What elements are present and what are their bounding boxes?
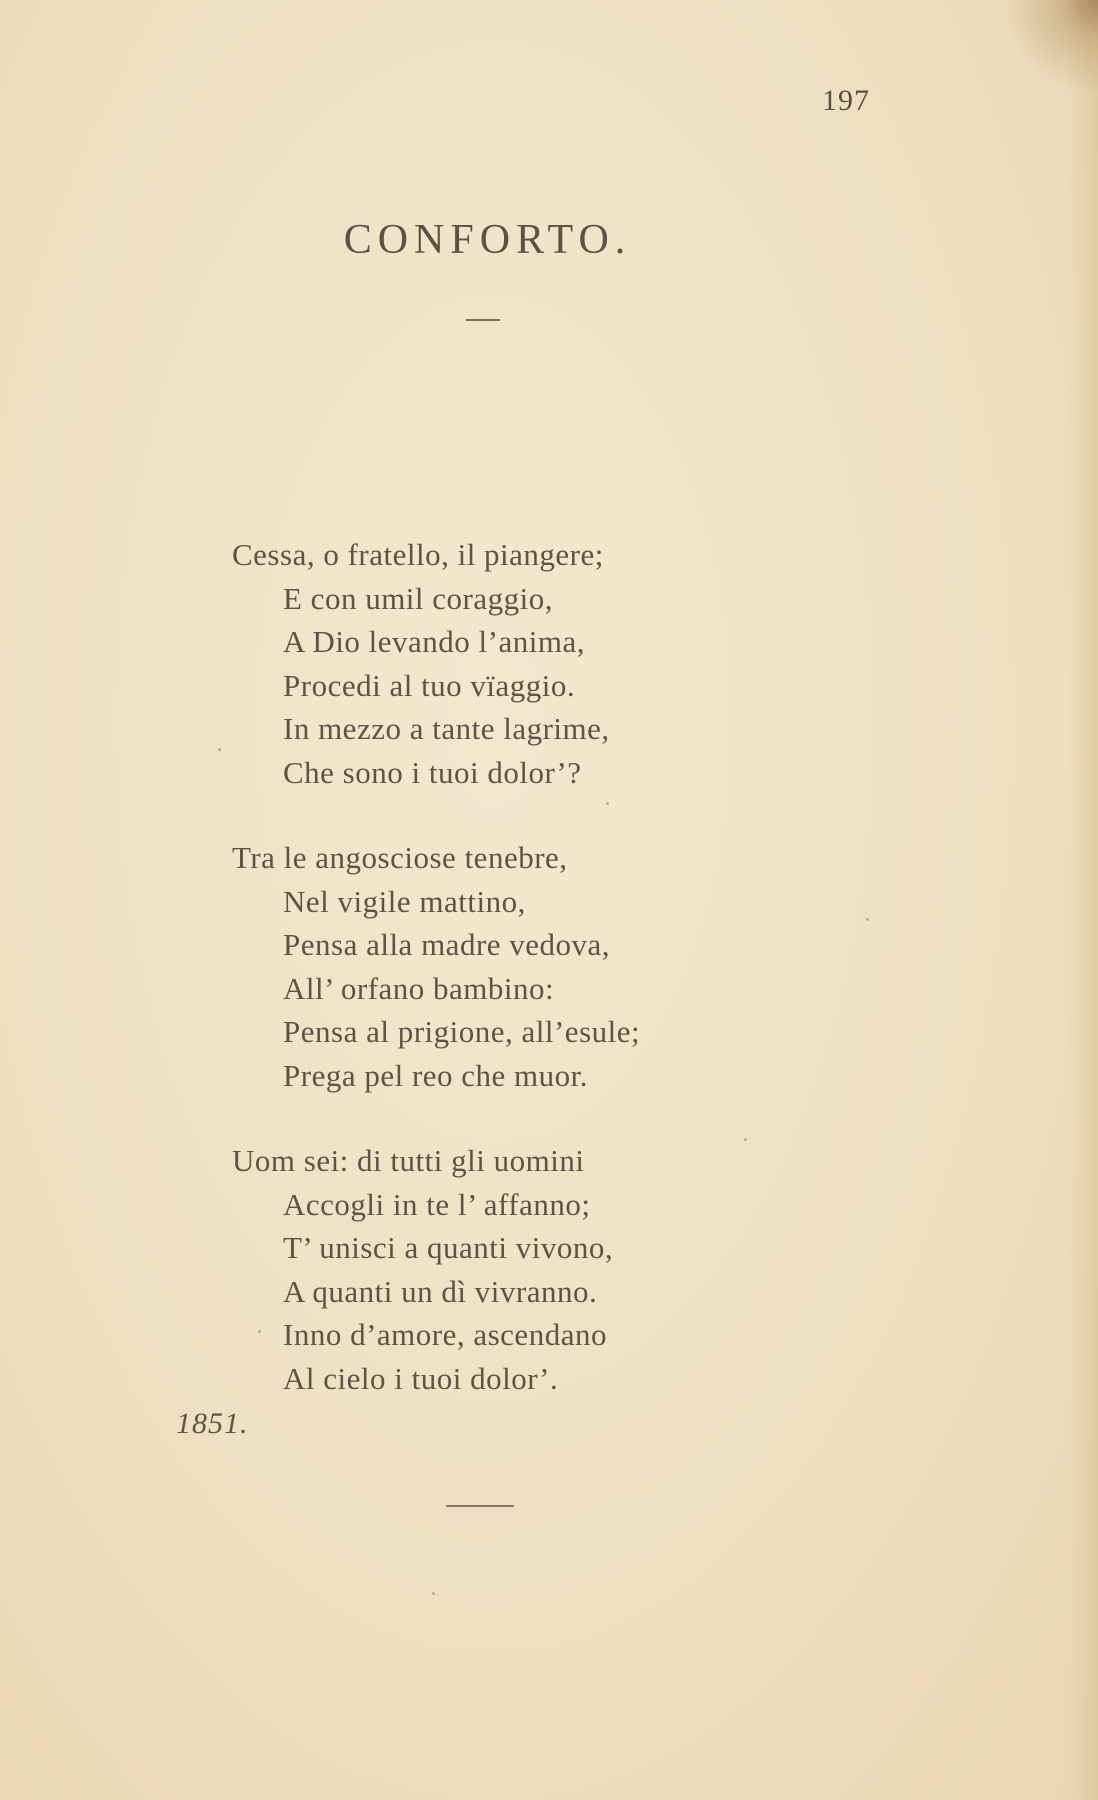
poem-line: A quanti un dì vivranno.: [283, 1273, 598, 1309]
stanza-2: [232, 836, 640, 1097]
poem-line: All’ orfano bambino:: [283, 970, 555, 1006]
poem-line: Al cielo i tuoi dolor’.: [283, 1360, 559, 1396]
poem-line: Che sono i tuoi dolor’?: [283, 754, 582, 790]
poem-line: Nel vigile mattino,: [283, 883, 526, 919]
poem-line: A Dio levando l’anima,: [283, 624, 585, 659]
paper-speck: [218, 748, 221, 751]
end-divider: [446, 1505, 514, 1507]
paper-speck: [866, 918, 869, 921]
paper-speck: [744, 1138, 747, 1141]
title-divider: [466, 319, 500, 321]
poem-line: Uom sei: di tutti gli uomini: [232, 1143, 585, 1178]
poem-title: CONFORTO.: [343, 217, 632, 263]
poem-line: Cessa, o fratello, il piangere;: [232, 537, 604, 572]
paper-speck: [432, 1592, 435, 1595]
page-number: 197: [822, 84, 870, 117]
poem-line: T’ unisci a quanti vivono,: [283, 1230, 614, 1265]
page-edge-shading: [1068, 0, 1098, 1800]
poem-line: Procedi al tuo vïaggio.: [283, 667, 576, 703]
paper-speck: [606, 802, 609, 805]
poem-line: Tra le angosciose tenebre,: [232, 840, 568, 875]
poem-line: Accogli in te l’ affanno;: [283, 1186, 591, 1222]
page-corner-shadow: [1008, 0, 1098, 90]
poem-date: 1851.: [176, 1407, 249, 1440]
stanza-3: [232, 1139, 640, 1400]
paper-speck: [258, 1330, 261, 1333]
poem-body: [232, 533, 640, 1442]
poem-line: Inno d’amore, ascendano: [283, 1317, 607, 1352]
poem-line: Prega pel reo che muor.: [283, 1057, 589, 1093]
poem-line: Pensa al prigione, all’esule;: [283, 1014, 641, 1049]
poem-line: Pensa alla madre vedova,: [283, 927, 611, 962]
poem-line: In mezzo a tante lagrime,: [283, 711, 610, 746]
stanza-1: [232, 533, 640, 794]
poem-line: E con umil coraggio,: [283, 580, 553, 616]
